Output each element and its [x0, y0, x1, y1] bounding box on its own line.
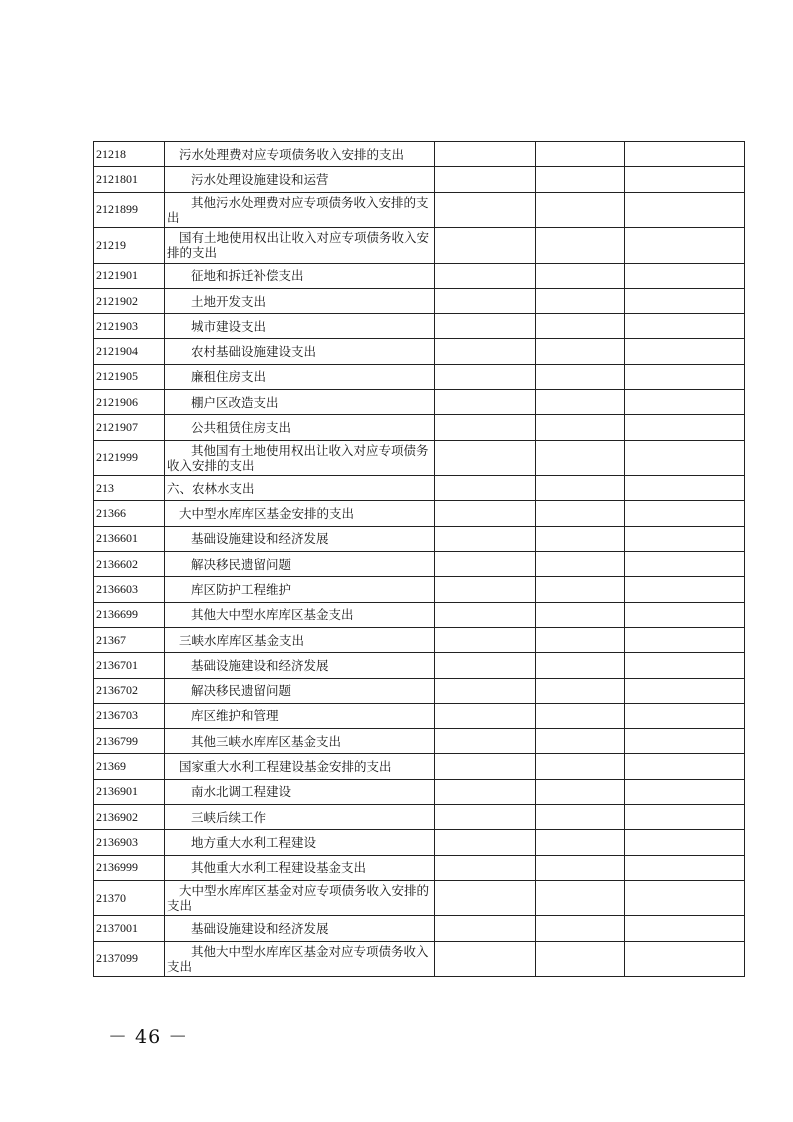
- amount-cell: [435, 228, 536, 264]
- table-row: [94, 228, 745, 264]
- subject-code: 21369: [94, 754, 165, 779]
- amount-cell: [435, 440, 536, 476]
- subject-code: 2136703: [94, 703, 165, 728]
- subject-code: 2121902: [94, 288, 165, 313]
- amount-cell: [435, 476, 536, 501]
- table-row: [94, 415, 745, 440]
- table-row: [94, 754, 745, 779]
- subject-name: 大中型水库库区基金对应专项债务收入安排的支出: [165, 880, 435, 916]
- amount-cell: [435, 703, 536, 728]
- amount-cell: [536, 263, 625, 288]
- amount-cell: [536, 703, 625, 728]
- amount-cell: [536, 602, 625, 627]
- subject-code: 2136603: [94, 577, 165, 602]
- amount-cell: [435, 415, 536, 440]
- subject-code: 2136601: [94, 526, 165, 551]
- subject-name: 其他国有土地使用权出让收入对应专项债务收入安排的支出: [165, 440, 435, 476]
- amount-cell: [435, 526, 536, 551]
- amount-cell: [625, 830, 745, 855]
- subject-name: 其他污水处理费对应专项债务收入安排的支出: [165, 192, 435, 228]
- subject-name: 污水处理费对应专项债务收入安排的支出: [165, 142, 435, 167]
- table-row: [94, 779, 745, 804]
- amount-cell: [536, 916, 625, 941]
- table-row: [94, 476, 745, 501]
- table-row: [94, 390, 745, 415]
- table-row: [94, 627, 745, 652]
- amount-cell: [435, 653, 536, 678]
- subject-code: 2136902: [94, 805, 165, 830]
- amount-cell: [435, 364, 536, 389]
- subject-name: 大中型水库库区基金安排的支出: [165, 501, 435, 526]
- subject-code: 2137001: [94, 916, 165, 941]
- amount-cell: [625, 754, 745, 779]
- amount-cell: [536, 627, 625, 652]
- subject-code: 2121905: [94, 364, 165, 389]
- table-row: [94, 855, 745, 880]
- amount-cell: [625, 364, 745, 389]
- subject-code: 213: [94, 476, 165, 501]
- amount-cell: [536, 228, 625, 264]
- amount-cell: [435, 729, 536, 754]
- table-row: [94, 364, 745, 389]
- subject-name: 其他大中型水库库区基金支出: [165, 602, 435, 627]
- amount-cell: [625, 880, 745, 916]
- amount-cell: [625, 390, 745, 415]
- subject-name: 地方重大水利工程建设: [165, 830, 435, 855]
- amount-cell: [536, 288, 625, 313]
- amount-cell: [435, 288, 536, 313]
- amount-cell: [625, 415, 745, 440]
- subject-name: 廉租住房支出: [165, 364, 435, 389]
- amount-cell: [536, 415, 625, 440]
- amount-cell: [536, 754, 625, 779]
- amount-cell: [536, 779, 625, 804]
- amount-cell: [435, 263, 536, 288]
- subject-code: 2121904: [94, 339, 165, 364]
- table-row: [94, 192, 745, 228]
- amount-cell: [625, 653, 745, 678]
- amount-cell: [536, 678, 625, 703]
- subject-code: 21366: [94, 501, 165, 526]
- table-row: [94, 167, 745, 192]
- subject-code: 21218: [94, 142, 165, 167]
- subject-name: 基础设施建设和经济发展: [165, 526, 435, 551]
- amount-cell: [435, 678, 536, 703]
- amount-cell: [536, 339, 625, 364]
- amount-cell: [435, 916, 536, 941]
- table-row: [94, 577, 745, 602]
- amount-cell: [625, 552, 745, 577]
- amount-cell: [435, 627, 536, 652]
- subject-code: 21219: [94, 228, 165, 264]
- subject-name: 污水处理设施建设和运营: [165, 167, 435, 192]
- amount-cell: [625, 314, 745, 339]
- amount-cell: [536, 855, 625, 880]
- subject-code: 2136901: [94, 779, 165, 804]
- subject-name: 城市建设支出: [165, 314, 435, 339]
- amount-cell: [435, 830, 536, 855]
- subject-code: 2137099: [94, 941, 165, 977]
- subject-name: 土地开发支出: [165, 288, 435, 313]
- subject-code: 2121999: [94, 440, 165, 476]
- subject-name: 三峡水库库区基金支出: [165, 627, 435, 652]
- amount-cell: [536, 526, 625, 551]
- amount-cell: [536, 501, 625, 526]
- amount-cell: [435, 552, 536, 577]
- table-row: [94, 729, 745, 754]
- amount-cell: [536, 941, 625, 977]
- amount-cell: [625, 916, 745, 941]
- amount-cell: [435, 314, 536, 339]
- table-row: [94, 440, 745, 476]
- subject-name: 基础设施建设和经济发展: [165, 916, 435, 941]
- amount-cell: [625, 729, 745, 754]
- amount-cell: [536, 805, 625, 830]
- amount-cell: [625, 440, 745, 476]
- amount-cell: [625, 941, 745, 977]
- subject-name: 征地和拆迁补偿支出: [165, 263, 435, 288]
- amount-cell: [625, 805, 745, 830]
- table-row: [94, 830, 745, 855]
- amount-cell: [435, 880, 536, 916]
- subject-name: 公共租赁住房支出: [165, 415, 435, 440]
- amount-cell: [536, 729, 625, 754]
- amount-cell: [536, 830, 625, 855]
- amount-cell: [536, 390, 625, 415]
- subject-code: 2136999: [94, 855, 165, 880]
- table-row: [94, 941, 745, 977]
- amount-cell: [625, 703, 745, 728]
- subject-name: 其他重大水利工程建设基金支出: [165, 855, 435, 880]
- subject-name: 其他大中型水库库区基金对应专项债务收入支出: [165, 941, 435, 977]
- table-row: [94, 142, 745, 167]
- amount-cell: [536, 476, 625, 501]
- subject-code: 2136702: [94, 678, 165, 703]
- amount-cell: [625, 526, 745, 551]
- amount-cell: [625, 577, 745, 602]
- amount-cell: [435, 142, 536, 167]
- amount-cell: [435, 501, 536, 526]
- amount-cell: [625, 627, 745, 652]
- amount-cell: [435, 602, 536, 627]
- table-row: [94, 501, 745, 526]
- amount-cell: [625, 288, 745, 313]
- subject-code: 2136799: [94, 729, 165, 754]
- subject-code: 2121901: [94, 263, 165, 288]
- subject-code: 2121903: [94, 314, 165, 339]
- amount-cell: [435, 754, 536, 779]
- subject-name: 解决移民遗留问题: [165, 678, 435, 703]
- subject-code: 2136903: [94, 830, 165, 855]
- table-row: [94, 916, 745, 941]
- table-row: [94, 339, 745, 364]
- subject-code: 21370: [94, 880, 165, 916]
- amount-cell: [536, 577, 625, 602]
- subject-name: 基础设施建设和经济发展: [165, 653, 435, 678]
- subject-code: 2136602: [94, 552, 165, 577]
- subject-name: 南水北调工程建设: [165, 779, 435, 804]
- amount-cell: [536, 142, 625, 167]
- subject-code: 21367: [94, 627, 165, 652]
- amount-cell: [625, 228, 745, 264]
- amount-cell: [435, 339, 536, 364]
- amount-cell: [536, 552, 625, 577]
- amount-cell: [435, 192, 536, 228]
- amount-cell: [536, 314, 625, 339]
- amount-cell: [625, 779, 745, 804]
- subject-code: 2121801: [94, 167, 165, 192]
- amount-cell: [625, 678, 745, 703]
- amount-cell: [435, 577, 536, 602]
- amount-cell: [625, 339, 745, 364]
- amount-cell: [536, 880, 625, 916]
- expenditure-table: [93, 141, 745, 977]
- amount-cell: [536, 440, 625, 476]
- amount-cell: [625, 476, 745, 501]
- amount-cell: [625, 855, 745, 880]
- amount-cell: [625, 602, 745, 627]
- amount-cell: [536, 167, 625, 192]
- table-row: [94, 880, 745, 916]
- table-row: [94, 678, 745, 703]
- subject-name: 其他三峡水库库区基金支出: [165, 729, 435, 754]
- amount-cell: [435, 805, 536, 830]
- subject-name: 六、农林水支出: [165, 476, 435, 501]
- amount-cell: [435, 779, 536, 804]
- subject-name: 库区维护和管理: [165, 703, 435, 728]
- subject-code: 2136699: [94, 602, 165, 627]
- subject-name: 棚户区改造支出: [165, 390, 435, 415]
- subject-code: 2121907: [94, 415, 165, 440]
- subject-name: 农村基础设施建设支出: [165, 339, 435, 364]
- amount-cell: [625, 167, 745, 192]
- table-row: [94, 263, 745, 288]
- amount-cell: [625, 192, 745, 228]
- subject-name: 三峡后续工作: [165, 805, 435, 830]
- table-row: [94, 703, 745, 728]
- table-row: [94, 805, 745, 830]
- amount-cell: [625, 263, 745, 288]
- subject-name: 解决移民遗留问题: [165, 552, 435, 577]
- subject-name: 国有土地使用权出让收入对应专项债务收入安排的支出: [165, 228, 435, 264]
- amount-cell: [536, 364, 625, 389]
- table-row: [94, 314, 745, 339]
- amount-cell: [435, 855, 536, 880]
- amount-cell: [435, 941, 536, 977]
- page-number: － 46 －: [108, 1026, 189, 1048]
- amount-cell: [625, 142, 745, 167]
- amount-cell: [536, 192, 625, 228]
- table-row: [94, 526, 745, 551]
- subject-name: 国家重大水利工程建设基金安排的支出: [165, 754, 435, 779]
- amount-cell: [625, 501, 745, 526]
- table-row: [94, 552, 745, 577]
- subject-code: 2121906: [94, 390, 165, 415]
- table-row: [94, 653, 745, 678]
- table-body: [94, 142, 745, 977]
- subject-code: 2136701: [94, 653, 165, 678]
- subject-code: 2121899: [94, 192, 165, 228]
- table-row: [94, 602, 745, 627]
- amount-cell: [536, 653, 625, 678]
- amount-cell: [435, 390, 536, 415]
- subject-name: 库区防护工程维护: [165, 577, 435, 602]
- amount-cell: [435, 167, 536, 192]
- table-row: [94, 288, 745, 313]
